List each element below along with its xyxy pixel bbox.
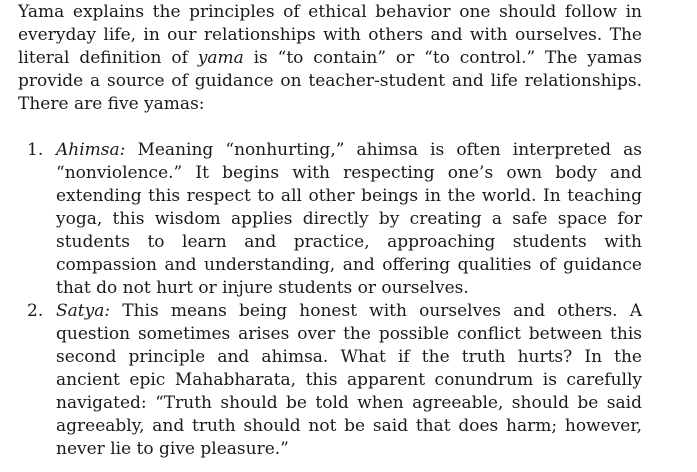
document-page <box>18 0 642 461</box>
list-item-term: Ahimsa: <box>56 140 126 160</box>
list-item-term: Satya: <box>56 301 111 321</box>
list-item-satya <box>18 300 642 461</box>
list-item-ahimsa <box>18 139 642 300</box>
intro-emphasis-yama: yama <box>197 48 244 68</box>
yamas-list <box>18 139 642 461</box>
intro-text-end: is “to contain” or “to control.” The yamas provide a source of guidance on teacher-student and life relationships. There are five yamas: <box>18 48 642 114</box>
list-item-text: This means being honest with ourselves and others. A question sometimes arises over the possible conflict between this second principle and ahimsa. What if the truth hurts? In the ancient epic Mahabharata, this apparent conundrum is carefully navigated: “Truth should be told when agreeable, should be said agreeably, and truth should not be said that does harm; however, never lie to give pleasure.” <box>56 301 642 459</box>
intro-paragraph <box>18 0 642 116</box>
intro-text-start: Yama explains the principles of ethical behavior one should follow in everyday life, in our relationships with others and with ourselves. The literal definition of <box>18 2 642 68</box>
list-item-number: 2. <box>27 301 44 321</box>
list-item-text: Meaning “nonhurting,” ahimsa is often interpreted as “nonviolence.” It begins with respecting one’s own body and extending this respect to all other beings in the world. In teaching yoga, this wisdom applies directly by creating a safe space for students to learn and practice, approaching students with compassion and understanding, and offering qualities of guidance that do not hurt or injure students or ourselves. <box>56 140 642 298</box>
list-item-number: 1. <box>27 140 44 160</box>
